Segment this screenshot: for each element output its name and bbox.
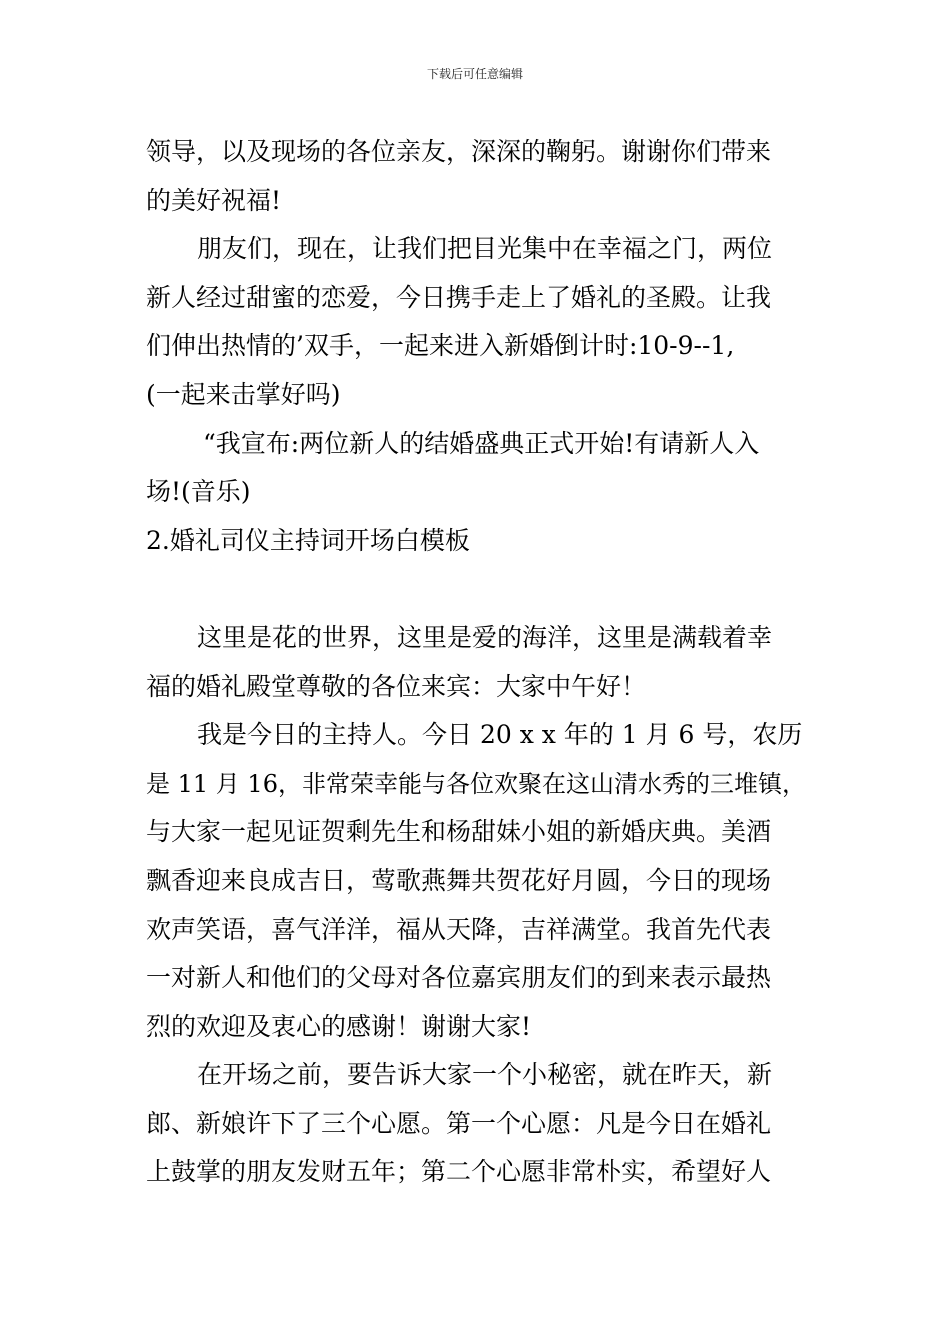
- paragraph-start-line: 朋友们，现在，让我们把目光集中在幸福之门，两位: [197, 234, 773, 264]
- page-header: 下载后可任意编辑: [426, 67, 523, 81]
- section-heading: 2.婚礼司仪主持词开场白模板: [146, 525, 470, 555]
- text-line: 烈的欢迎及衷心的感谢！谢谢大家!: [146, 1011, 532, 1041]
- text-line: 们伸出热情的’双手，一起来进入新婚倒计时:10-9--1,: [146, 331, 735, 361]
- paragraph-start-line: 我是今日的主持人。今日 20 x x 年的 1 月 6 号，农历: [197, 720, 803, 750]
- text-line: (一起来击掌好吗): [146, 379, 341, 409]
- text-line: 新人经过甜蜜的恋爱，今日携手走上了婚礼的圣殿。让我: [146, 282, 772, 312]
- text-line: 郎、新娘许下了三个心愿。第一个心愿：凡是今日在婚礼: [146, 1108, 772, 1138]
- text-line: 与大家一起见证贺剩先生和杨甜妹小姐的新婚庆典。美酒: [146, 817, 772, 847]
- text-line: 是 11 月 16，非常荣幸能与各位欢聚在这山清水秀的三堆镇，: [146, 769, 806, 798]
- text-line: 一对新人和他们的父母对各位嘉宾朋友们的到来表示最热: [146, 963, 772, 993]
- text-line: 飘香迎来良成吉日，莺歌燕舞共贺花好月圆，今日的现场: [146, 865, 772, 895]
- text-line: 福的婚礼殿堂尊敬的各位来宾：大家中午好！: [146, 671, 647, 701]
- paragraph-start-line: 这里是花的世界，这里是爱的海洋，这里是满载着幸: [197, 622, 773, 652]
- document-body: [146, 128, 811, 1197]
- paragraph-start-line: “我宣布:两位新人的结婚盛典正式开始!有请新人入: [203, 428, 760, 458]
- text-line: 的美好祝福!: [146, 185, 282, 215]
- paragraph-start-line: 在开场之前，要告诉大家一个小秘密，就在昨天，新: [197, 1060, 773, 1090]
- text-line: 场!(音乐): [146, 477, 251, 507]
- text-line: 领导，以及现场的各位亲友，深深的鞠躬。谢谢你们带来: [146, 137, 772, 166]
- text-line: 欢声笑语，喜气洋洋，福从天降，吉祥满堂。我首先代表: [146, 914, 772, 944]
- blank-line: [146, 565, 811, 614]
- text-line: 上鼓掌的朋友发财五年；第二个心愿非常朴实，希望好人: [146, 1157, 772, 1187]
